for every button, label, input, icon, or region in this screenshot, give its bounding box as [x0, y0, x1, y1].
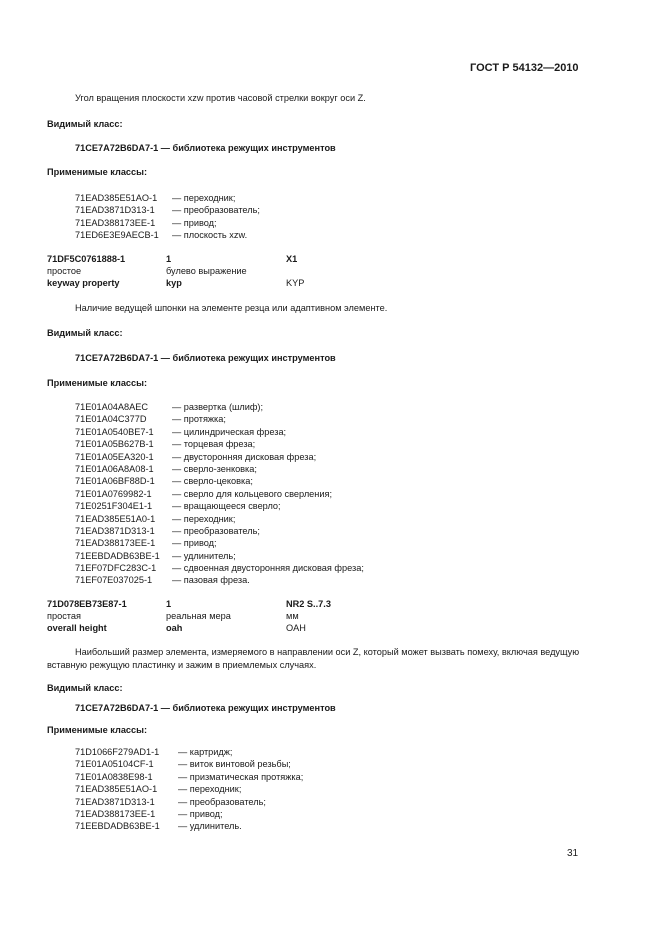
class-code: 71E01A04C377D [75, 414, 147, 425]
list-item [75, 451, 495, 463]
property-description: Наибольший размер элемента, измеряемого в направлении оси Z, который может вызвать помеху, включая ведущую вставную режущую пластинку и зажим в приемлемых случаях. [47, 647, 580, 670]
page-number: 31 [567, 848, 579, 859]
class-desc: — преобразователь; [172, 205, 260, 216]
class-code: 71EAD3871D313-1 [75, 796, 155, 807]
list-item [75, 550, 495, 562]
applicable-classes-label: Применимые классы: [47, 378, 148, 388]
class-code: 71E0251F304E1-1 [75, 501, 153, 512]
class-code: 71EF07E037025-1 [75, 575, 153, 586]
class-code: 71EAD388173EE-1 [75, 217, 156, 228]
class-code: 71D1066F279AD1-1 [75, 747, 160, 757]
class-desc: — сдвоенная двусторонняя дисковая фреза; [172, 563, 364, 574]
class-desc: — виток винтовой резьбы; [178, 759, 291, 770]
list-item [75, 537, 495, 549]
class-desc: — привод; [172, 538, 217, 549]
class-desc: — торцевая фреза; [172, 439, 256, 450]
standard-header: ГОСТ Р 54132—2010 [470, 62, 579, 74]
list-item [75, 438, 495, 450]
property-symbol: oah [166, 623, 183, 633]
property-version: 1 [166, 599, 172, 609]
class-code: 71E01A05104CF-1 [75, 759, 154, 770]
class-desc: — привод; [178, 808, 223, 819]
list-item [75, 796, 475, 808]
list-item [75, 783, 475, 795]
list-item [75, 820, 475, 832]
class-code: 71E01A0838E98-1 [75, 771, 153, 782]
class-desc: — пазовая фреза. [172, 575, 250, 586]
property-name: overall height [47, 623, 107, 633]
property-type: булево выражение [166, 266, 247, 276]
class-code: 71E01A06BF88D-1 [75, 476, 155, 487]
class-code: 71EAD3871D313-1 [75, 525, 155, 536]
class-code: 71EAD388173EE-1 [75, 808, 156, 819]
list-item [75, 426, 495, 438]
property-unit: мм [286, 611, 299, 621]
list-item [75, 525, 495, 537]
class-code: 71E01A05B627B-1 [75, 439, 154, 450]
property-description: Наличие ведущей шпонки на элементе резца или адаптивном элементе. [75, 303, 388, 313]
list-item [75, 513, 495, 525]
class-code: 71E01A06A8A08-1 [75, 463, 154, 474]
list-item [75, 771, 475, 783]
class-code: 71E01A04A8AEC [75, 402, 149, 412]
visible-class-value: 71CE7A72B6DA7-1 — библиотека режущих инструментов [75, 703, 336, 713]
property-code: OAH [286, 623, 306, 633]
class-desc: — картридж; [178, 747, 233, 757]
property-id: 71DF5C0761888-1 [47, 254, 126, 264]
class-code: 71EAD3871D313-1 [75, 205, 155, 216]
class-desc: — призматическая протяжка; [178, 771, 304, 782]
visible-class-label: Видимый класс: [47, 328, 123, 338]
class-desc: — переходник; [178, 784, 242, 795]
list-item [75, 217, 475, 229]
class-code: 71ED6E3E9AECB-1 [75, 230, 159, 241]
property-symbol: kyp [166, 278, 182, 288]
class-desc: — преобразователь; [172, 525, 260, 536]
applicable-classes-label: Применимые классы: [47, 167, 148, 177]
list-item [75, 488, 495, 500]
visible-class-value: 71CE7A72B6DA7-1 — библиотека режущих инструментов [75, 143, 336, 153]
class-desc: — плоскость xzw. [172, 230, 248, 241]
applicable-classes-list [75, 401, 495, 587]
list-item [75, 758, 475, 770]
class-code: 71EAD385E51A0-1 [75, 513, 156, 524]
class-desc: — удлинитель; [172, 550, 236, 561]
property-kind: простая [47, 611, 81, 621]
list-item [75, 463, 495, 475]
class-code: 71EAD388173EE-1 [75, 538, 156, 549]
class-code: 71E01A0540BE7-1 [75, 426, 154, 437]
class-desc: — двусторонняя дисковая фреза; [172, 451, 317, 462]
list-item [75, 401, 495, 413]
class-desc: — удлинитель. [178, 821, 242, 832]
visible-class-label: Видимый класс: [47, 119, 123, 129]
class-desc: — привод; [172, 217, 217, 228]
class-code: 71EAD385E51AO-1 [75, 193, 158, 203]
property-name: keyway property [47, 278, 120, 288]
class-desc: — сверло-цековка; [172, 476, 253, 487]
visible-class-label: Видимый класс: [47, 683, 123, 693]
class-desc: — переходник; [172, 193, 236, 203]
applicable-classes-list [75, 746, 475, 833]
property-id: 71D078EB73E87-1 [47, 599, 127, 609]
class-desc: — вращающееся сверло; [172, 501, 281, 512]
list-item [75, 500, 495, 512]
visible-class-value: 71CE7A72B6DA7-1 — библиотека режущих инструментов [75, 353, 336, 363]
class-code: 71E01A05EA320-1 [75, 451, 154, 462]
list-item [75, 574, 495, 586]
class-desc: — сверло-зенковка; [172, 463, 257, 474]
property-type: реальная мера [166, 611, 231, 621]
class-desc: — развертка (шлиф); [172, 402, 264, 412]
list-item [75, 229, 475, 241]
intro-text: Угол вращения плоскости xzw против часовой стрелки вокруг оси Z. [75, 93, 366, 103]
class-code: 71EEBDADB63BE-1 [75, 550, 160, 561]
class-code: 71EF07DFC283C-1 [75, 563, 157, 574]
list-item [75, 562, 495, 574]
class-desc: — сверло для кольцевого сверления; [172, 488, 333, 499]
class-code: 71EAD385E51AO-1 [75, 784, 158, 795]
list-item [75, 204, 475, 216]
property-code: KYP [286, 278, 305, 288]
list-item [75, 746, 475, 758]
class-code: 71EEBDADB63BE-1 [75, 821, 160, 832]
list-item [75, 475, 495, 487]
property-short-name: NR2 S..7.3 [286, 599, 331, 609]
class-code: 71E01A0769982-1 [75, 488, 152, 499]
property-kind: простое [47, 266, 82, 276]
list-item [75, 413, 495, 425]
class-desc: — протяжка; [172, 414, 226, 425]
applicable-classes-label: Применимые классы: [47, 725, 148, 735]
class-desc: — преобразователь; [178, 796, 266, 807]
class-desc: — переходник; [172, 513, 236, 524]
applicable-classes-list [75, 192, 475, 242]
property-version: 1 [166, 254, 172, 264]
class-desc: — цилиндрическая фреза; [172, 426, 287, 437]
list-item [75, 808, 475, 820]
list-item [75, 192, 475, 204]
property-short-name: X1 [286, 254, 298, 264]
